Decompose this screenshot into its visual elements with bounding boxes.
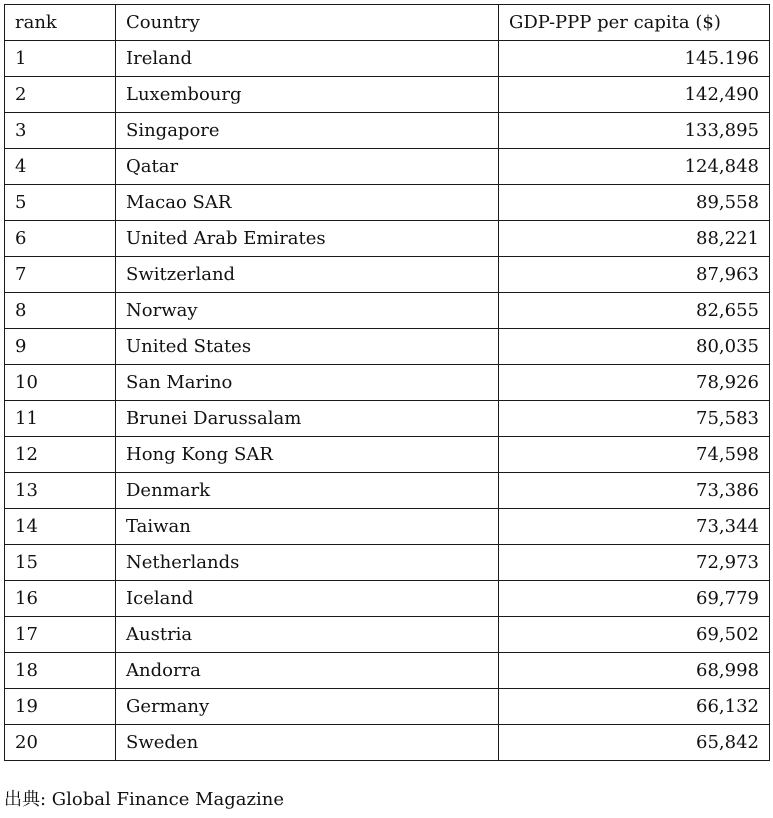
country-cell: Denmark bbox=[116, 473, 499, 509]
table-row bbox=[5, 149, 770, 185]
gdp-ranking-table bbox=[4, 4, 770, 761]
gdp-cell: 124,848 bbox=[499, 149, 770, 185]
country-cell: Qatar bbox=[116, 149, 499, 185]
table-header bbox=[5, 5, 770, 41]
gdp-cell: 80,035 bbox=[499, 329, 770, 365]
gdp-cell: 72,973 bbox=[499, 545, 770, 581]
rank-cell: 8 bbox=[5, 293, 116, 329]
rank-cell: 11 bbox=[5, 401, 116, 437]
table-row bbox=[5, 725, 770, 761]
table-row bbox=[5, 509, 770, 545]
table-row bbox=[5, 365, 770, 401]
gdp-cell: 66,132 bbox=[499, 689, 770, 725]
table-row bbox=[5, 185, 770, 221]
table-row bbox=[5, 293, 770, 329]
rank-cell: 3 bbox=[5, 113, 116, 149]
rank-cell: 7 bbox=[5, 257, 116, 293]
rank-cell: 20 bbox=[5, 725, 116, 761]
table-row bbox=[5, 329, 770, 365]
gdp-cell: 73,386 bbox=[499, 473, 770, 509]
table-row bbox=[5, 473, 770, 509]
rank-cell: 2 bbox=[5, 77, 116, 113]
column-header-gdp: GDP-PPP per capita ($) bbox=[499, 5, 770, 41]
gdp-cell: 69,502 bbox=[499, 617, 770, 653]
country-cell: United States bbox=[116, 329, 499, 365]
rank-cell: 15 bbox=[5, 545, 116, 581]
rank-cell: 19 bbox=[5, 689, 116, 725]
rank-cell: 14 bbox=[5, 509, 116, 545]
gdp-cell: 69,779 bbox=[499, 581, 770, 617]
gdp-cell: 87,963 bbox=[499, 257, 770, 293]
country-cell: United Arab Emirates bbox=[116, 221, 499, 257]
column-header-country: Country bbox=[116, 5, 499, 41]
table-row bbox=[5, 77, 770, 113]
country-cell: Netherlands bbox=[116, 545, 499, 581]
rank-cell: 16 bbox=[5, 581, 116, 617]
gdp-cell: 89,558 bbox=[499, 185, 770, 221]
header-row bbox=[5, 5, 770, 41]
rank-cell: 10 bbox=[5, 365, 116, 401]
gdp-cell: 65,842 bbox=[499, 725, 770, 761]
table-row bbox=[5, 689, 770, 725]
table-row bbox=[5, 617, 770, 653]
table-row bbox=[5, 221, 770, 257]
table-row bbox=[5, 581, 770, 617]
country-cell: Hong Kong SAR bbox=[116, 437, 499, 473]
country-cell: Iceland bbox=[116, 581, 499, 617]
gdp-cell: 68,998 bbox=[499, 653, 770, 689]
rank-cell: 1 bbox=[5, 41, 116, 77]
country-cell: Brunei Darussalam bbox=[116, 401, 499, 437]
country-cell: Switzerland bbox=[116, 257, 499, 293]
country-cell: Taiwan bbox=[116, 509, 499, 545]
rank-cell: 13 bbox=[5, 473, 116, 509]
rank-cell: 18 bbox=[5, 653, 116, 689]
country-cell: Germany bbox=[116, 689, 499, 725]
table-row bbox=[5, 41, 770, 77]
country-cell: Luxembourg bbox=[116, 77, 499, 113]
table-row bbox=[5, 545, 770, 581]
rank-cell: 17 bbox=[5, 617, 116, 653]
gdp-cell: 74,598 bbox=[499, 437, 770, 473]
rank-cell: 5 bbox=[5, 185, 116, 221]
gdp-cell: 75,583 bbox=[499, 401, 770, 437]
table-row bbox=[5, 257, 770, 293]
country-cell: Andorra bbox=[116, 653, 499, 689]
country-cell: Austria bbox=[116, 617, 499, 653]
rank-cell: 12 bbox=[5, 437, 116, 473]
rank-cell: 4 bbox=[5, 149, 116, 185]
column-header-rank: rank bbox=[5, 5, 116, 41]
table-row bbox=[5, 113, 770, 149]
rank-cell: 9 bbox=[5, 329, 116, 365]
gdp-cell: 145.196 bbox=[499, 41, 770, 77]
table-row bbox=[5, 437, 770, 473]
gdp-cell: 88,221 bbox=[499, 221, 770, 257]
gdp-cell: 73,344 bbox=[499, 509, 770, 545]
gdp-cell: 142,490 bbox=[499, 77, 770, 113]
country-cell: Singapore bbox=[116, 113, 499, 149]
gdp-cell: 82,655 bbox=[499, 293, 770, 329]
table-row bbox=[5, 653, 770, 689]
country-cell: Sweden bbox=[116, 725, 499, 761]
country-cell: San Marino bbox=[116, 365, 499, 401]
table-row bbox=[5, 401, 770, 437]
country-cell: Ireland bbox=[116, 41, 499, 77]
source-note: 出典: Global Finance Magazine bbox=[4, 789, 285, 810]
country-cell: Norway bbox=[116, 293, 499, 329]
gdp-cell: 133,895 bbox=[499, 113, 770, 149]
table-wrapper bbox=[4, 4, 770, 761]
gdp-cell: 78,926 bbox=[499, 365, 770, 401]
country-cell: Macao SAR bbox=[116, 185, 499, 221]
rank-cell: 6 bbox=[5, 221, 116, 257]
table-body bbox=[5, 41, 770, 761]
